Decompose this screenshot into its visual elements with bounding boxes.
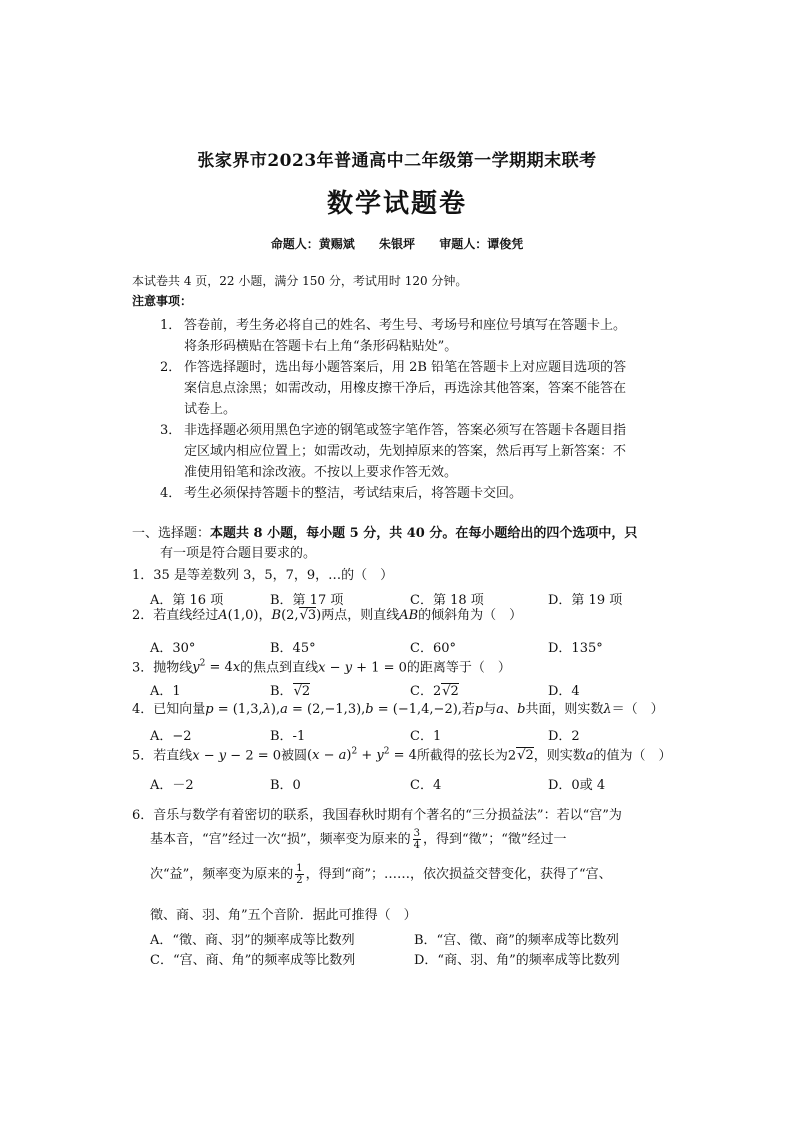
question-5-stem: 5．若直线x − y − 2 = 0被圆$(x - a)^2 + y^2 = 4$所截得的弦长为2√2，则实数a的值为（ ） bbox=[132, 747, 672, 764]
section-heading bbox=[132, 524, 637, 544]
notice-item-line: 作答选择题时，选出每小题答案后，用 2B 铅笔在答题卡上对应题目选项的答 bbox=[184, 360, 627, 375]
q3-option-a: A．1 bbox=[150, 684, 181, 699]
q2-option-c: C．60° bbox=[410, 641, 456, 656]
notice-item-line: 非选择题必须用黑色字迹的钢笔或签字笔作答，答案必须写在答题卡各题目指 bbox=[184, 423, 627, 438]
notice-item-line: 答卷前，考生务必将自己的姓名、考生号、考场号和座位号填写在答题卡上。 bbox=[184, 318, 627, 333]
section-instructions: 本题共 8 小题，每小题 5 分，共 40 分。在每小题给出的四个选项中，只 bbox=[210, 526, 638, 541]
q2-option-d: D．135° bbox=[548, 641, 603, 656]
math-line-ab: AB bbox=[399, 608, 419, 623]
q3-option-c: C．2√2 bbox=[410, 684, 459, 699]
notice-item-num: 4． bbox=[160, 486, 182, 501]
fraction-3-4: $\frac{3}{4}$ bbox=[413, 828, 420, 851]
q2-option-b: B．45° bbox=[270, 641, 316, 656]
q1-option-c: C．第 18 项 bbox=[410, 593, 484, 608]
section-instructions-cont: 有一项是符合题目要求的。 bbox=[160, 546, 317, 561]
question-6-line-1: 6．音乐与数学有着密切的联系，我国春秋时期有个著名的“三分损益法”：若以“宫”为 bbox=[132, 808, 622, 823]
math-circle: $(x - a)^2 + y^2 = 4$ bbox=[307, 747, 417, 764]
q3-option-d: D．4 bbox=[548, 684, 580, 699]
notice-item-line: 试卷上。 bbox=[184, 402, 237, 417]
question-6-line-2: 基本音，“宫”经过一次“损”，频率变为原来的 $\frac{3}{4}$ ，得到“徵”；“徵”经过一 bbox=[150, 828, 567, 851]
question-3-stem: 3．抛物线$y^2 = 4x$的焦点到直线x − y + 1 = 0的距离等于（ ） bbox=[132, 659, 511, 676]
q6-option-c: C．“宫、商、角”的频率成等比数列 bbox=[150, 953, 356, 968]
section-label: 一、选择题： bbox=[132, 526, 211, 541]
q6-option-b: B．“宫、徵、商”的频率成等比数列 bbox=[414, 933, 619, 948]
q3-option-b: B．√2 bbox=[270, 684, 311, 699]
q4-option-b: B．-1 bbox=[270, 729, 306, 744]
exam-summary: 本试卷共 4 页，22 小题，满分 150 分，考试用时 120 分钟。 bbox=[132, 274, 468, 288]
reviewer: 审题人：谭俊凭 bbox=[439, 237, 524, 251]
q1-option-d: D．第 19 项 bbox=[548, 593, 623, 608]
math-parabola: $y^2 = 4x$ bbox=[192, 659, 241, 676]
author-1: 命题人：黄赐斌 bbox=[270, 237, 355, 251]
question-4-stem: 4．已知向量p = (1,3,λ),a = (2,−1,3),b = (−1,4,−2),若p与a、b共面，则实数λ＝（ ） bbox=[132, 702, 664, 717]
q1-option-b: B．第 17 项 bbox=[270, 593, 344, 608]
math-line: x − y + 1 = 0 bbox=[318, 660, 407, 676]
q4-option-d: D．2 bbox=[548, 729, 580, 744]
notice-item-num: 3． bbox=[160, 423, 182, 438]
q5-option-a: A．－2 bbox=[150, 778, 194, 793]
math-line: x − y − 2 = 0 bbox=[192, 748, 282, 764]
notice-item-line: 案信息点涂黑；如需改动，用橡皮擦干净后，再选涂其他答案，答案不能答在 bbox=[184, 381, 627, 396]
q6-option-a: A．“徵、商、羽”的频率成等比数列 bbox=[150, 933, 355, 948]
author-2: 朱银坪 bbox=[378, 237, 415, 251]
q5-option-d: D．0或 4 bbox=[548, 778, 606, 793]
q4-option-a: A．−2 bbox=[150, 729, 192, 744]
q1-option-a: A．第 16 项 bbox=[150, 593, 224, 608]
notice-item-line: 准使用铅笔和涂改液。不按以上要求作答无效。 bbox=[184, 465, 458, 480]
math-point-b: B(2,√3) bbox=[271, 608, 322, 623]
question-6-line-3: 次“益”，频率变为原来的 $\frac{1}{2}$ ，得到“商”；……，依次损益交替变化，获得了“宫、 bbox=[150, 863, 612, 886]
q6-option-d: D．“商、羽、角”的频率成等比数列 bbox=[414, 953, 620, 968]
q4-option-c: C．1 bbox=[410, 729, 442, 744]
math-vectors: p = (1,3,λ),a = (2,−1,3),b = (−1,4,−2) bbox=[205, 702, 458, 717]
question-2-stem: 2．若直线经过A(1,0)，B(2,√3)两点，则直线AB的倾斜角为（ ） bbox=[132, 608, 523, 623]
fraction-1-2: $\frac{1}{2}$ bbox=[296, 863, 303, 886]
q5-option-c: C．4 bbox=[410, 778, 442, 793]
question-1-stem: 1．35 是等差数列 3，5，7，9，…的（ ） bbox=[132, 568, 394, 583]
exam-title: 张家界市2023年普通高中二年级第一学期期末联考 bbox=[197, 151, 597, 171]
notice-item-num: 1． bbox=[160, 318, 182, 333]
exam-subtitle: 数学试题卷 bbox=[326, 189, 467, 219]
q2-option-a: A．30° bbox=[150, 641, 196, 656]
authors-line bbox=[0, 235, 794, 252]
question-6-line-4: 徵、商、羽、角”五个音阶．据此可推得（ ） bbox=[150, 908, 417, 923]
notice-item-line: 定区域内相应位置上；如需改动，先划掉原来的答案，然后再写上新答案：不 bbox=[184, 444, 627, 459]
q5-option-b: B．0 bbox=[270, 778, 301, 793]
notice-title: 注意事项： bbox=[132, 294, 193, 308]
math-point-a: A(1,0) bbox=[218, 608, 259, 623]
notice-item-line: 考生必须保持答题卡的整洁，考试结束后，将答题卡交回。 bbox=[184, 486, 523, 501]
notice-item-line: 将条形码横贴在答题卡右上角“条形码粘贴处”。 bbox=[184, 339, 458, 354]
notice-item-num: 2． bbox=[160, 360, 182, 375]
